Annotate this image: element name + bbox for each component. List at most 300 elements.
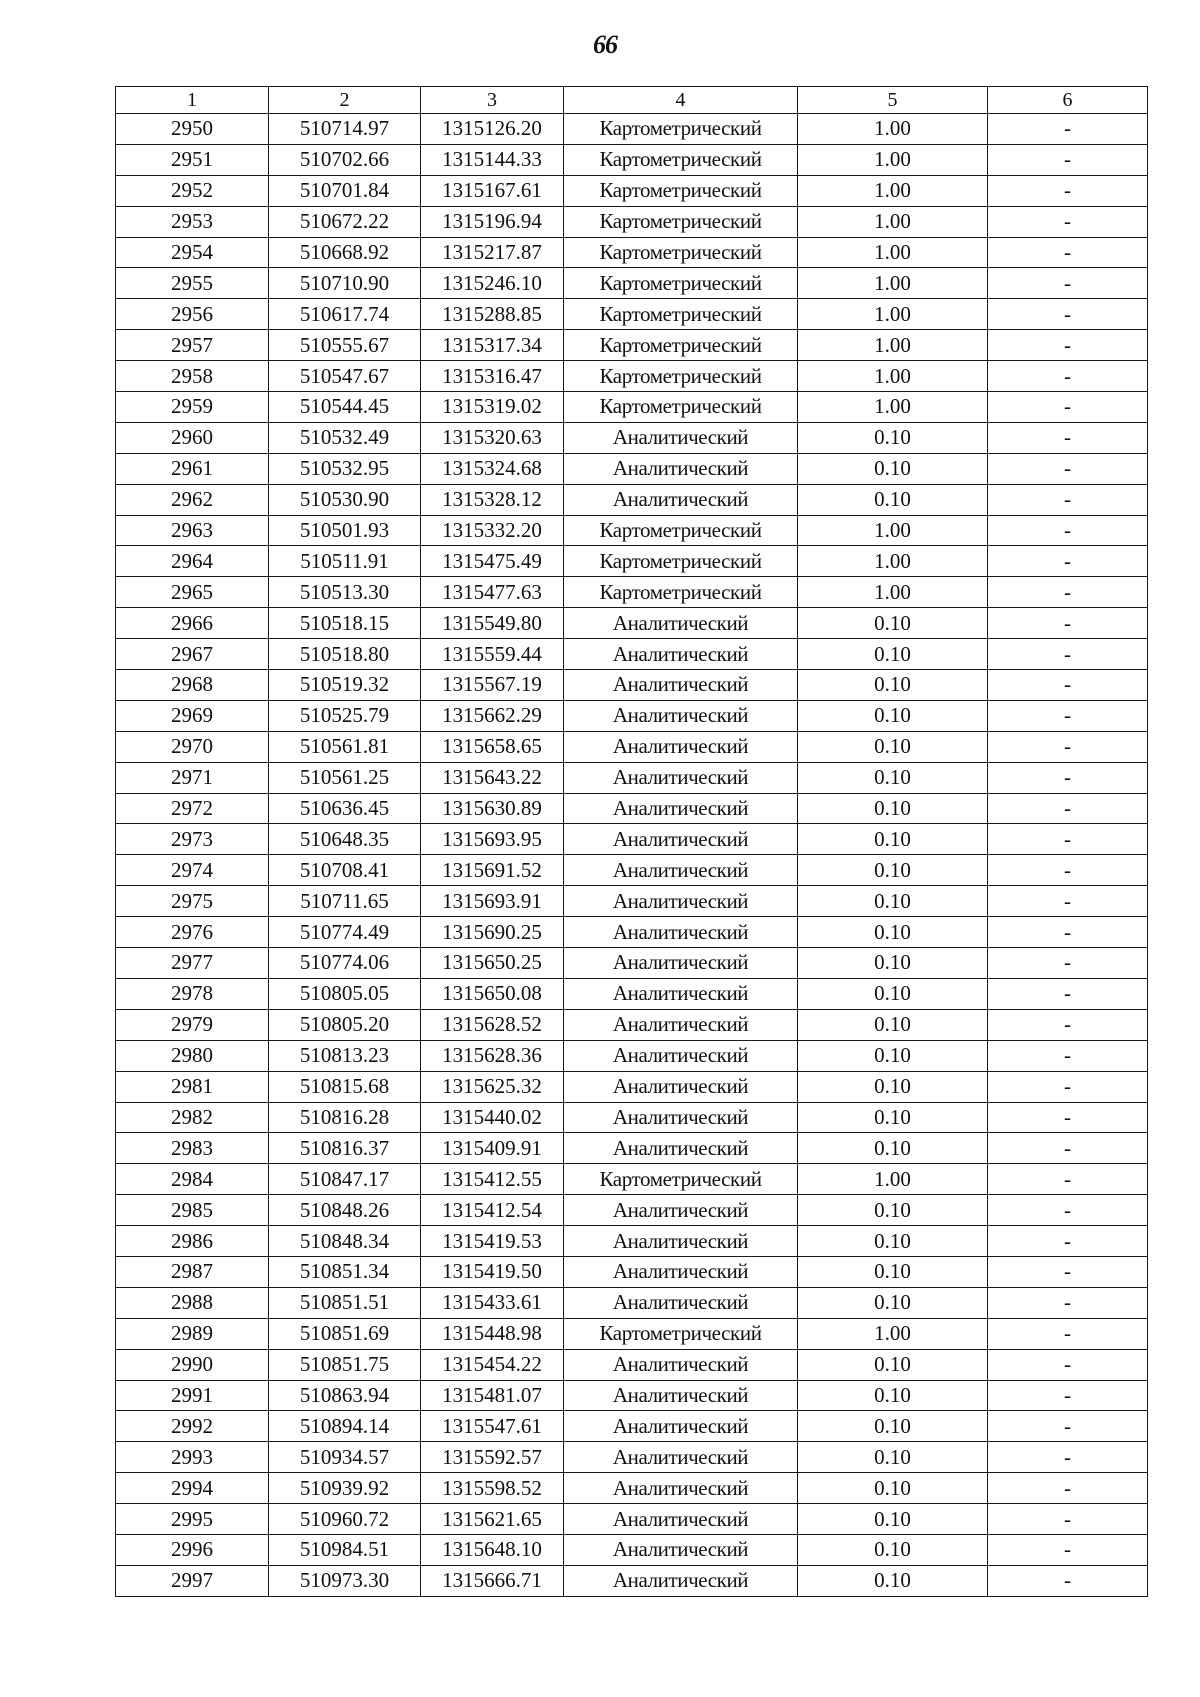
accuracy-cell: 0.10 bbox=[798, 700, 988, 731]
accuracy-cell: 1.00 bbox=[798, 268, 988, 299]
method-cell: Картометрический bbox=[564, 361, 798, 392]
y-coordinate-cell: 1315625.32 bbox=[421, 1071, 564, 1102]
column-header-5: 5 bbox=[798, 87, 988, 114]
accuracy-cell: 0.10 bbox=[798, 1102, 988, 1133]
accuracy-cell: 1.00 bbox=[798, 144, 988, 175]
note-cell: - bbox=[988, 1565, 1148, 1596]
accuracy-cell: 0.10 bbox=[798, 793, 988, 824]
accuracy-cell: 0.10 bbox=[798, 1226, 988, 1257]
y-coordinate-cell: 1315319.02 bbox=[421, 392, 564, 423]
accuracy-cell: 0.10 bbox=[798, 731, 988, 762]
y-coordinate-cell: 1315567.19 bbox=[421, 670, 564, 701]
y-coordinate-cell: 1315419.50 bbox=[421, 1256, 564, 1287]
x-coordinate-cell: 510561.25 bbox=[269, 762, 421, 793]
method-cell: Картометрический bbox=[564, 114, 798, 145]
note-cell: - bbox=[988, 484, 1148, 515]
x-coordinate-cell: 510525.79 bbox=[269, 700, 421, 731]
x-coordinate-cell: 510714.97 bbox=[269, 114, 421, 145]
table-row bbox=[116, 1442, 1148, 1473]
y-coordinate-cell: 1315628.52 bbox=[421, 1009, 564, 1040]
x-coordinate-cell: 510815.68 bbox=[269, 1071, 421, 1102]
y-coordinate-cell: 1315650.08 bbox=[421, 978, 564, 1009]
note-cell: - bbox=[988, 1226, 1148, 1257]
y-coordinate-cell: 1315547.61 bbox=[421, 1411, 564, 1442]
x-coordinate-cell: 510617.74 bbox=[269, 299, 421, 330]
x-coordinate-cell: 510702.66 bbox=[269, 144, 421, 175]
y-coordinate-cell: 1315559.44 bbox=[421, 639, 564, 670]
y-coordinate-cell: 1315592.57 bbox=[421, 1442, 564, 1473]
x-coordinate-cell: 510668.92 bbox=[269, 237, 421, 268]
note-cell: - bbox=[988, 700, 1148, 731]
table-row bbox=[116, 361, 1148, 392]
point-number-cell: 2989 bbox=[116, 1318, 269, 1349]
point-number-cell: 2980 bbox=[116, 1040, 269, 1071]
note-cell: - bbox=[988, 608, 1148, 639]
x-coordinate-cell: 510636.45 bbox=[269, 793, 421, 824]
point-number-cell: 2982 bbox=[116, 1102, 269, 1133]
method-cell: Аналитический bbox=[564, 484, 798, 515]
note-cell: - bbox=[988, 762, 1148, 793]
point-number-cell: 2965 bbox=[116, 577, 269, 608]
y-coordinate-cell: 1315409.91 bbox=[421, 1133, 564, 1164]
point-number-cell: 2994 bbox=[116, 1473, 269, 1504]
point-number-cell: 2996 bbox=[116, 1534, 269, 1565]
point-number-cell: 2966 bbox=[116, 608, 269, 639]
point-number-cell: 2955 bbox=[116, 268, 269, 299]
accuracy-cell: 0.10 bbox=[798, 1534, 988, 1565]
accuracy-cell: 0.10 bbox=[798, 1380, 988, 1411]
note-cell: - bbox=[988, 1071, 1148, 1102]
point-number-cell: 2958 bbox=[116, 361, 269, 392]
table-row bbox=[116, 608, 1148, 639]
note-cell: - bbox=[988, 639, 1148, 670]
y-coordinate-cell: 1315690.25 bbox=[421, 917, 564, 948]
table-row bbox=[116, 546, 1148, 577]
accuracy-cell: 0.10 bbox=[798, 1442, 988, 1473]
y-coordinate-cell: 1315448.98 bbox=[421, 1318, 564, 1349]
table-row bbox=[116, 577, 1148, 608]
y-coordinate-cell: 1315412.55 bbox=[421, 1164, 564, 1195]
note-cell: - bbox=[988, 1411, 1148, 1442]
accuracy-cell: 1.00 bbox=[798, 1318, 988, 1349]
method-cell: Картометрический bbox=[564, 299, 798, 330]
point-number-cell: 2993 bbox=[116, 1442, 269, 1473]
accuracy-cell: 0.10 bbox=[798, 1195, 988, 1226]
x-coordinate-cell: 510973.30 bbox=[269, 1565, 421, 1596]
note-cell: - bbox=[988, 206, 1148, 237]
x-coordinate-cell: 510555.67 bbox=[269, 330, 421, 361]
method-cell: Картометрический bbox=[564, 392, 798, 423]
accuracy-cell: 0.10 bbox=[798, 1504, 988, 1535]
point-number-cell: 2952 bbox=[116, 175, 269, 206]
point-number-cell: 2986 bbox=[116, 1226, 269, 1257]
table-row bbox=[116, 639, 1148, 670]
accuracy-cell: 1.00 bbox=[798, 237, 988, 268]
x-coordinate-cell: 510848.34 bbox=[269, 1226, 421, 1257]
x-coordinate-cell: 510939.92 bbox=[269, 1473, 421, 1504]
note-cell: - bbox=[988, 886, 1148, 917]
y-coordinate-cell: 1315246.10 bbox=[421, 268, 564, 299]
table-row bbox=[116, 1411, 1148, 1442]
table-row bbox=[116, 1565, 1148, 1596]
accuracy-cell: 1.00 bbox=[798, 577, 988, 608]
x-coordinate-cell: 510851.69 bbox=[269, 1318, 421, 1349]
accuracy-cell: 0.10 bbox=[798, 1349, 988, 1380]
y-coordinate-cell: 1315324.68 bbox=[421, 453, 564, 484]
x-coordinate-cell: 510934.57 bbox=[269, 1442, 421, 1473]
method-cell: Аналитический bbox=[564, 1565, 798, 1596]
point-number-cell: 2991 bbox=[116, 1380, 269, 1411]
accuracy-cell: 0.10 bbox=[798, 608, 988, 639]
point-number-cell: 2984 bbox=[116, 1164, 269, 1195]
accuracy-cell: 0.10 bbox=[798, 886, 988, 917]
table-row bbox=[116, 299, 1148, 330]
point-number-cell: 2950 bbox=[116, 114, 269, 145]
point-number-cell: 2990 bbox=[116, 1349, 269, 1380]
note-cell: - bbox=[988, 793, 1148, 824]
table-row bbox=[116, 1256, 1148, 1287]
x-coordinate-cell: 510544.45 bbox=[269, 392, 421, 423]
method-cell: Аналитический bbox=[564, 1256, 798, 1287]
table-row bbox=[116, 731, 1148, 762]
x-coordinate-cell: 510547.67 bbox=[269, 361, 421, 392]
note-cell: - bbox=[988, 1349, 1148, 1380]
method-cell: Аналитический bbox=[564, 1226, 798, 1257]
y-coordinate-cell: 1315691.52 bbox=[421, 855, 564, 886]
note-cell: - bbox=[988, 175, 1148, 206]
method-cell: Аналитический bbox=[564, 762, 798, 793]
point-number-cell: 2961 bbox=[116, 453, 269, 484]
method-cell: Картометрический bbox=[564, 175, 798, 206]
x-coordinate-cell: 510648.35 bbox=[269, 824, 421, 855]
x-coordinate-cell: 510561.81 bbox=[269, 731, 421, 762]
point-number-cell: 2960 bbox=[116, 422, 269, 453]
method-cell: Картометрический bbox=[564, 237, 798, 268]
table-row bbox=[116, 1071, 1148, 1102]
point-number-cell: 2964 bbox=[116, 546, 269, 577]
method-cell: Картометрический bbox=[564, 1164, 798, 1195]
method-cell: Картометрический bbox=[564, 1318, 798, 1349]
accuracy-cell: 1.00 bbox=[798, 515, 988, 546]
table-row bbox=[116, 1040, 1148, 1071]
note-cell: - bbox=[988, 1133, 1148, 1164]
table-row bbox=[116, 886, 1148, 917]
method-cell: Аналитический bbox=[564, 948, 798, 979]
x-coordinate-cell: 510519.32 bbox=[269, 670, 421, 701]
note-cell: - bbox=[988, 1534, 1148, 1565]
method-cell: Аналитический bbox=[564, 1195, 798, 1226]
table-row bbox=[116, 484, 1148, 515]
column-header-4: 4 bbox=[564, 87, 798, 114]
point-number-cell: 2977 bbox=[116, 948, 269, 979]
point-number-cell: 2988 bbox=[116, 1287, 269, 1318]
method-cell: Аналитический bbox=[564, 978, 798, 1009]
x-coordinate-cell: 510711.65 bbox=[269, 886, 421, 917]
table-row bbox=[116, 1380, 1148, 1411]
point-number-cell: 2954 bbox=[116, 237, 269, 268]
column-header-1: 1 bbox=[116, 87, 269, 114]
x-coordinate-cell: 510894.14 bbox=[269, 1411, 421, 1442]
x-coordinate-cell: 510816.28 bbox=[269, 1102, 421, 1133]
method-cell: Аналитический bbox=[564, 1102, 798, 1133]
table-row bbox=[116, 144, 1148, 175]
point-number-cell: 2992 bbox=[116, 1411, 269, 1442]
column-header-6: 6 bbox=[988, 87, 1148, 114]
note-cell: - bbox=[988, 824, 1148, 855]
table-body bbox=[116, 114, 1148, 1597]
accuracy-cell: 0.10 bbox=[798, 639, 988, 670]
note-cell: - bbox=[988, 1473, 1148, 1504]
accuracy-cell: 1.00 bbox=[798, 392, 988, 423]
y-coordinate-cell: 1315650.25 bbox=[421, 948, 564, 979]
table-row bbox=[116, 700, 1148, 731]
table-row bbox=[116, 1349, 1148, 1380]
table-row bbox=[116, 237, 1148, 268]
x-coordinate-cell: 510672.22 bbox=[269, 206, 421, 237]
point-number-cell: 2969 bbox=[116, 700, 269, 731]
note-cell: - bbox=[988, 948, 1148, 979]
accuracy-cell: 0.10 bbox=[798, 824, 988, 855]
method-cell: Аналитический bbox=[564, 855, 798, 886]
method-cell: Аналитический bbox=[564, 422, 798, 453]
accuracy-cell: 0.10 bbox=[798, 453, 988, 484]
note-cell: - bbox=[988, 1040, 1148, 1071]
method-cell: Аналитический bbox=[564, 1071, 798, 1102]
note-cell: - bbox=[988, 144, 1148, 175]
method-cell: Аналитический bbox=[564, 1473, 798, 1504]
note-cell: - bbox=[988, 1380, 1148, 1411]
note-cell: - bbox=[988, 1318, 1148, 1349]
y-coordinate-cell: 1315320.63 bbox=[421, 422, 564, 453]
note-cell: - bbox=[988, 392, 1148, 423]
note-cell: - bbox=[988, 299, 1148, 330]
y-coordinate-cell: 1315481.07 bbox=[421, 1380, 564, 1411]
y-coordinate-cell: 1315643.22 bbox=[421, 762, 564, 793]
x-coordinate-cell: 510851.75 bbox=[269, 1349, 421, 1380]
method-cell: Картометрический bbox=[564, 515, 798, 546]
method-cell: Картометрический bbox=[564, 546, 798, 577]
y-coordinate-cell: 1315288.85 bbox=[421, 299, 564, 330]
point-number-cell: 2970 bbox=[116, 731, 269, 762]
accuracy-cell: 0.10 bbox=[798, 978, 988, 1009]
method-cell: Аналитический bbox=[564, 1411, 798, 1442]
table-row bbox=[116, 422, 1148, 453]
table-row bbox=[116, 114, 1148, 145]
point-number-cell: 2975 bbox=[116, 886, 269, 917]
accuracy-cell: 0.10 bbox=[798, 670, 988, 701]
accuracy-cell: 0.10 bbox=[798, 1473, 988, 1504]
x-coordinate-cell: 510501.93 bbox=[269, 515, 421, 546]
accuracy-cell: 0.10 bbox=[798, 762, 988, 793]
accuracy-cell: 0.10 bbox=[798, 1040, 988, 1071]
note-cell: - bbox=[988, 237, 1148, 268]
note-cell: - bbox=[988, 422, 1148, 453]
table-row bbox=[116, 1195, 1148, 1226]
method-cell: Картометрический bbox=[564, 268, 798, 299]
accuracy-cell: 1.00 bbox=[798, 299, 988, 330]
method-cell: Аналитический bbox=[564, 1380, 798, 1411]
x-coordinate-cell: 510774.49 bbox=[269, 917, 421, 948]
accuracy-cell: 0.10 bbox=[798, 948, 988, 979]
y-coordinate-cell: 1315693.91 bbox=[421, 886, 564, 917]
y-coordinate-cell: 1315630.89 bbox=[421, 793, 564, 824]
point-number-cell: 2953 bbox=[116, 206, 269, 237]
x-coordinate-cell: 510848.26 bbox=[269, 1195, 421, 1226]
point-number-cell: 2956 bbox=[116, 299, 269, 330]
point-number-cell: 2973 bbox=[116, 824, 269, 855]
note-cell: - bbox=[988, 268, 1148, 299]
table-row bbox=[116, 1226, 1148, 1257]
point-number-cell: 2971 bbox=[116, 762, 269, 793]
x-coordinate-cell: 510532.49 bbox=[269, 422, 421, 453]
y-coordinate-cell: 1315440.02 bbox=[421, 1102, 564, 1133]
x-coordinate-cell: 510851.34 bbox=[269, 1256, 421, 1287]
method-cell: Аналитический bbox=[564, 886, 798, 917]
x-coordinate-cell: 510774.06 bbox=[269, 948, 421, 979]
x-coordinate-cell: 510851.51 bbox=[269, 1287, 421, 1318]
accuracy-cell: 0.10 bbox=[798, 1133, 988, 1164]
note-cell: - bbox=[988, 1102, 1148, 1133]
x-coordinate-cell: 510984.51 bbox=[269, 1534, 421, 1565]
accuracy-cell: 0.10 bbox=[798, 855, 988, 886]
table-row bbox=[116, 1133, 1148, 1164]
method-cell: Аналитический bbox=[564, 670, 798, 701]
accuracy-cell: 0.10 bbox=[798, 1287, 988, 1318]
x-coordinate-cell: 510532.95 bbox=[269, 453, 421, 484]
page-number: 66 bbox=[593, 30, 617, 59]
y-coordinate-cell: 1315628.36 bbox=[421, 1040, 564, 1071]
point-number-cell: 2983 bbox=[116, 1133, 269, 1164]
method-cell: Аналитический bbox=[564, 731, 798, 762]
method-cell: Аналитический bbox=[564, 1442, 798, 1473]
x-coordinate-cell: 510701.84 bbox=[269, 175, 421, 206]
point-number-cell: 2974 bbox=[116, 855, 269, 886]
table-row bbox=[116, 824, 1148, 855]
y-coordinate-cell: 1315126.20 bbox=[421, 114, 564, 145]
y-coordinate-cell: 1315658.65 bbox=[421, 731, 564, 762]
method-cell: Аналитический bbox=[564, 1133, 798, 1164]
note-cell: - bbox=[988, 670, 1148, 701]
accuracy-cell: 0.10 bbox=[798, 1071, 988, 1102]
point-number-cell: 2976 bbox=[116, 917, 269, 948]
y-coordinate-cell: 1315316.47 bbox=[421, 361, 564, 392]
method-cell: Аналитический bbox=[564, 700, 798, 731]
point-number-cell: 2967 bbox=[116, 639, 269, 670]
table-row bbox=[116, 1102, 1148, 1133]
x-coordinate-cell: 510513.30 bbox=[269, 577, 421, 608]
point-number-cell: 2968 bbox=[116, 670, 269, 701]
x-coordinate-cell: 510813.23 bbox=[269, 1040, 421, 1071]
method-cell: Картометрический bbox=[564, 144, 798, 175]
header-row bbox=[116, 87, 1148, 114]
table-row bbox=[116, 175, 1148, 206]
y-coordinate-cell: 1315144.33 bbox=[421, 144, 564, 175]
y-coordinate-cell: 1315477.63 bbox=[421, 577, 564, 608]
point-number-cell: 2963 bbox=[116, 515, 269, 546]
table-row bbox=[116, 453, 1148, 484]
table-row bbox=[116, 978, 1148, 1009]
accuracy-cell: 1.00 bbox=[798, 361, 988, 392]
y-coordinate-cell: 1315419.53 bbox=[421, 1226, 564, 1257]
point-number-cell: 2979 bbox=[116, 1009, 269, 1040]
note-cell: - bbox=[988, 515, 1148, 546]
accuracy-cell: 0.10 bbox=[798, 1256, 988, 1287]
y-coordinate-cell: 1315167.61 bbox=[421, 175, 564, 206]
note-cell: - bbox=[988, 917, 1148, 948]
note-cell: - bbox=[988, 1009, 1148, 1040]
y-coordinate-cell: 1315549.80 bbox=[421, 608, 564, 639]
point-number-cell: 2957 bbox=[116, 330, 269, 361]
table-row bbox=[116, 1534, 1148, 1565]
point-number-cell: 2985 bbox=[116, 1195, 269, 1226]
method-cell: Картометрический bbox=[564, 206, 798, 237]
x-coordinate-cell: 510960.72 bbox=[269, 1504, 421, 1535]
point-number-cell: 2997 bbox=[116, 1565, 269, 1596]
x-coordinate-cell: 510518.80 bbox=[269, 639, 421, 670]
y-coordinate-cell: 1315454.22 bbox=[421, 1349, 564, 1380]
y-coordinate-cell: 1315217.87 bbox=[421, 237, 564, 268]
table-row bbox=[116, 793, 1148, 824]
x-coordinate-cell: 510511.91 bbox=[269, 546, 421, 577]
x-coordinate-cell: 510710.90 bbox=[269, 268, 421, 299]
accuracy-cell: 0.10 bbox=[798, 484, 988, 515]
point-number-cell: 2978 bbox=[116, 978, 269, 1009]
accuracy-cell: 0.10 bbox=[798, 1565, 988, 1596]
x-coordinate-cell: 510847.17 bbox=[269, 1164, 421, 1195]
note-cell: - bbox=[988, 330, 1148, 361]
note-cell: - bbox=[988, 1504, 1148, 1535]
x-coordinate-cell: 510708.41 bbox=[269, 855, 421, 886]
point-number-cell: 2987 bbox=[116, 1256, 269, 1287]
note-cell: - bbox=[988, 114, 1148, 145]
note-cell: - bbox=[988, 1256, 1148, 1287]
method-cell: Аналитический bbox=[564, 917, 798, 948]
table-row bbox=[116, 330, 1148, 361]
accuracy-cell: 1.00 bbox=[798, 1164, 988, 1195]
y-coordinate-cell: 1315196.94 bbox=[421, 206, 564, 237]
y-coordinate-cell: 1315412.54 bbox=[421, 1195, 564, 1226]
x-coordinate-cell: 510530.90 bbox=[269, 484, 421, 515]
table-row bbox=[116, 1009, 1148, 1040]
accuracy-cell: 0.10 bbox=[798, 1009, 988, 1040]
x-coordinate-cell: 510805.05 bbox=[269, 978, 421, 1009]
accuracy-cell: 1.00 bbox=[798, 330, 988, 361]
y-coordinate-cell: 1315666.71 bbox=[421, 1565, 564, 1596]
y-coordinate-cell: 1315433.61 bbox=[421, 1287, 564, 1318]
point-number-cell: 2972 bbox=[116, 793, 269, 824]
method-cell: Картометрический bbox=[564, 330, 798, 361]
method-cell: Аналитический bbox=[564, 1040, 798, 1071]
note-cell: - bbox=[988, 1287, 1148, 1318]
method-cell: Аналитический bbox=[564, 1534, 798, 1565]
method-cell: Аналитический bbox=[564, 824, 798, 855]
note-cell: - bbox=[988, 855, 1148, 886]
point-number-cell: 2962 bbox=[116, 484, 269, 515]
accuracy-cell: 1.00 bbox=[798, 546, 988, 577]
method-cell: Аналитический bbox=[564, 1504, 798, 1535]
method-cell: Аналитический bbox=[564, 639, 798, 670]
x-coordinate-cell: 510805.20 bbox=[269, 1009, 421, 1040]
note-cell: - bbox=[988, 577, 1148, 608]
y-coordinate-cell: 1315598.52 bbox=[421, 1473, 564, 1504]
table-row bbox=[116, 1318, 1148, 1349]
accuracy-cell: 0.10 bbox=[798, 422, 988, 453]
table-row bbox=[116, 268, 1148, 299]
table-row bbox=[116, 762, 1148, 793]
table-row bbox=[116, 206, 1148, 237]
table-row bbox=[116, 948, 1148, 979]
table-header bbox=[116, 87, 1148, 114]
